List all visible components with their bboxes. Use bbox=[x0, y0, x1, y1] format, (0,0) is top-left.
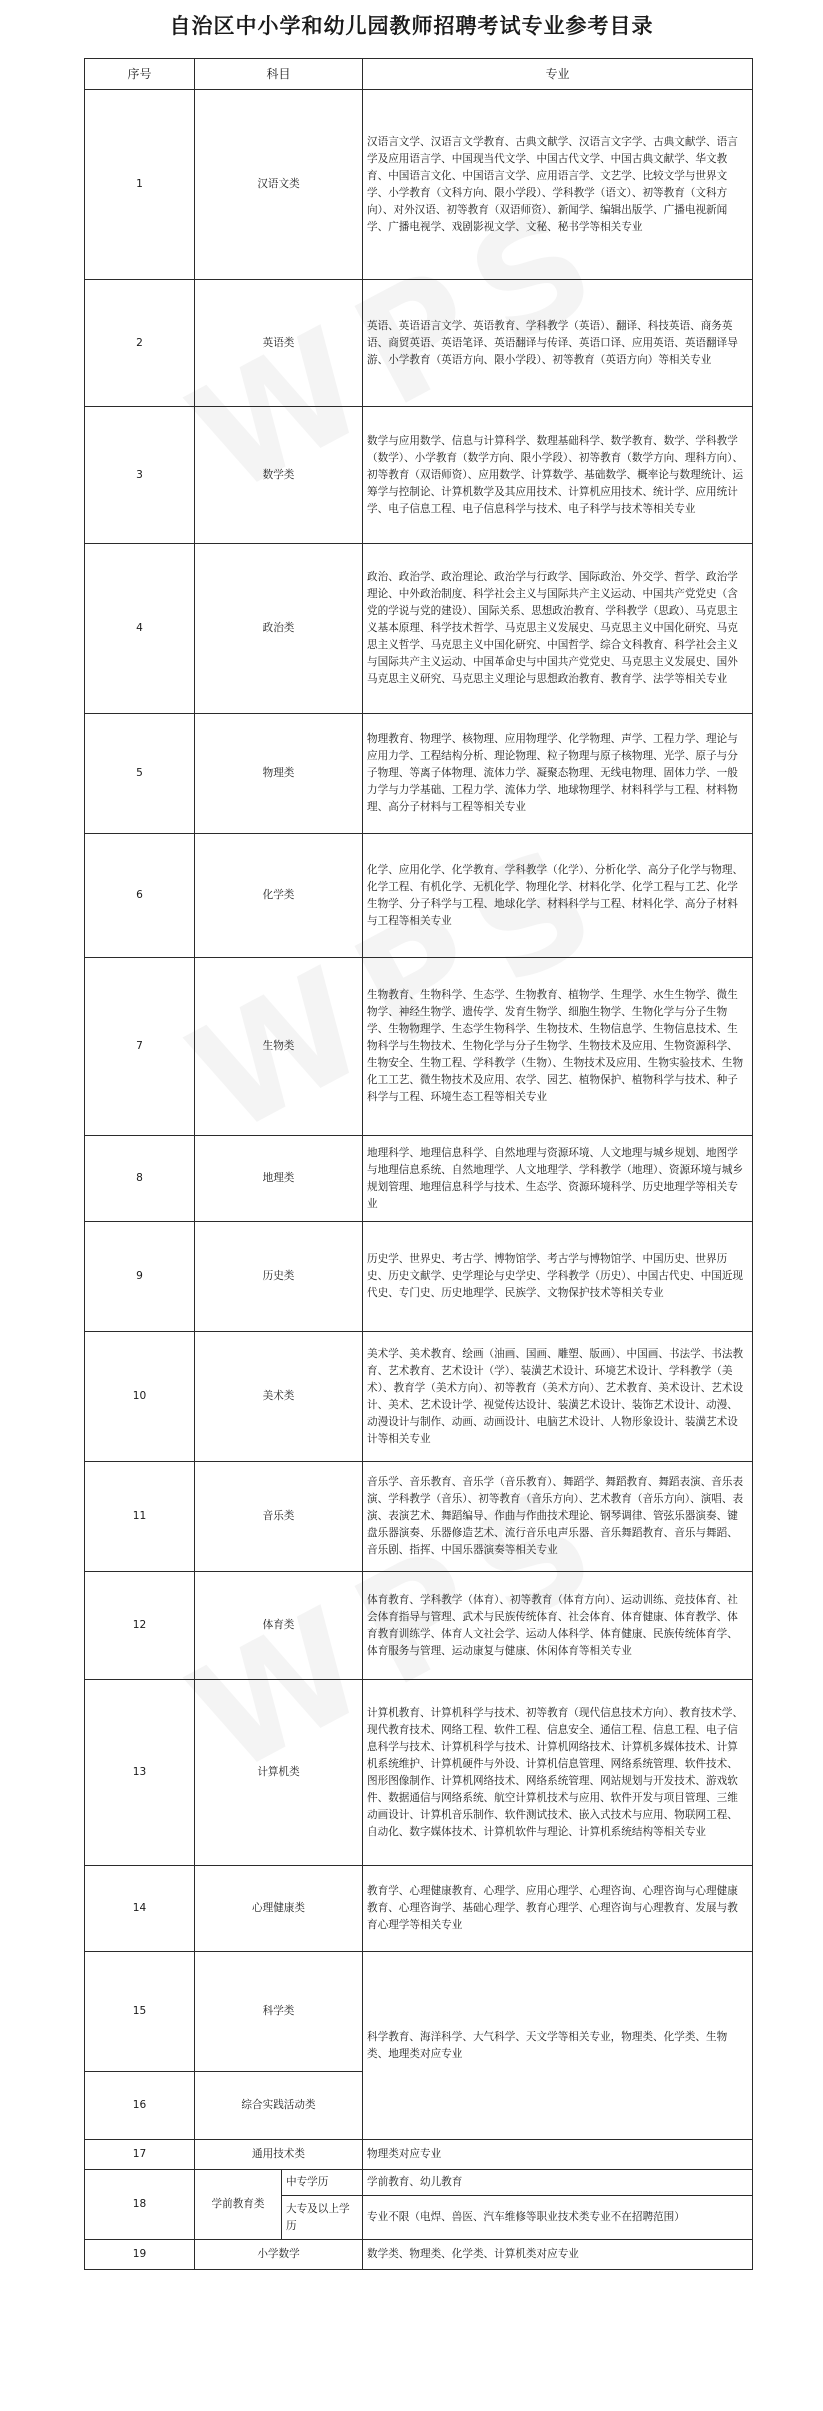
row-seq: 10 bbox=[85, 1332, 195, 1462]
row-subject: 历史类 bbox=[195, 1222, 363, 1332]
table-row bbox=[85, 280, 753, 407]
row-majors: 数学与应用数学、信息与计算科学、数理基础科学、数学教育、数学、学科教学（数学）、小学教育（数学方向、限小学段）、初等教育（数学方向、理科方向）、初等教育（双语师资）、应用数学、计算数学、基础数学、概率论与数理统计、运筹学与控制论、计算机数学及其应用技术、计算机应用技术、统计学、应用统计学、电子信息工程、电子信息科学与技术、电子科学与技术等相关专业 bbox=[363, 407, 753, 544]
header-subject: 科目 bbox=[195, 59, 363, 90]
major-catalog-table bbox=[84, 58, 753, 2270]
row-subject: 学前教育类 bbox=[195, 2170, 282, 2240]
row-majors: 教育学、心理健康教育、心理学、应用心理学、心理咨询、心理咨询与心理健康教育、心理咨询学、基础心理学、教育心理学、心理咨询与心理教育、发展与教育心理学等相关专业 bbox=[363, 1866, 753, 1952]
row-subject: 体育类 bbox=[195, 1572, 363, 1680]
table-row bbox=[85, 407, 753, 544]
row-majors: 音乐学、音乐教育、音乐学（音乐教育）、舞蹈学、舞蹈教育、舞蹈表演、音乐表演、学科教学（音乐）、初等教育（音乐方向）、艺术教育（音乐方向）、演唱、表演、表演艺术、舞蹈编导、作曲与作曲技术理论、钢琴调律、管弦乐器演奏、键盘乐器演奏、乐器修造艺术、流行音乐电声乐器、音乐舞蹈教育、音乐与舞蹈、音乐剧、指挥、中国乐器演奏等相关专业 bbox=[363, 1462, 753, 1572]
table-row bbox=[85, 1866, 753, 1952]
row-seq: 5 bbox=[85, 714, 195, 834]
row-majors: 汉语言文学、汉语言文学教育、古典文献学、汉语言文字学、古典文献学、语言学及应用语言学、中国现当代文学、中国古代文学、中国古典文献学、华文教育、中国语言文化、中国语言文学、应用语言学、文艺学、比较文学与世界文学、小学教育（文科方向、限小学段）、学科教学（语文）、初等教育（文科方向）、对外汉语、初等教育（双语师资）、新闻学、编辑出版学、广播电视新闻学、广播电视学、戏剧影视文学、文秘、秘书学等相关专业 bbox=[363, 90, 753, 280]
table-row bbox=[85, 834, 753, 958]
row-seq: 15 bbox=[85, 1952, 195, 2072]
row-seq: 7 bbox=[85, 958, 195, 1136]
header-seq: 序号 bbox=[85, 59, 195, 90]
row-subject: 计算机类 bbox=[195, 1680, 363, 1866]
row-majors: 计算机教育、计算机科学与技术、初等教育（现代信息技术方向）、教育技术学、现代教育技术、网络工程、软件工程、信息安全、通信工程、信息工程、电子信息科学与技术、计算机科学与技术、计算机网络技术、计算机多媒体技术、计算机系统维护、计算机硬件与外设、计算机信息管理、网络系统管理、软件技术、图形图像制作、计算机网络技术、网络系统管理、网站规划与开发技术、游戏软件、数据通信与网络系统、航空计算机技术与应用、软件开发与项目管理、三维动画设计、计算机音乐制作、软件测试技术、嵌入式技术与应用、物联网工程、自动化、数字媒体技术、计算机软件与理论、计算机系统结构等相关专业 bbox=[363, 1680, 753, 1866]
row-majors: 历史学、世界史、考古学、博物馆学、考古学与博物馆学、中国历史、世界历史、历史文献学、史学理论与史学史、学科教学（历史）、中国古代史、中国近现代史、专门史、历史地理学、民族学、文物保护技术等相关专业 bbox=[363, 1222, 753, 1332]
row-subject: 科学类 bbox=[195, 1952, 363, 2072]
row-subject: 汉语文类 bbox=[195, 90, 363, 280]
row-majors: 生物教育、生物科学、生态学、生物教育、植物学、生理学、水生生物学、微生物学、神经生物学、遗传学、发育生物学、细胞生物学、生物化学与分子生物学、生物物理学、生态学生物科学、生物技术、生物信息学、生物信息技术、生物科学与生物技术、生物化学与分子生物学、生物技术及应用、生物资源科学、生物安全、生物工程、学科教学（生物）、生物技术及应用、生物实验技术、生物化工工艺、微生物技术及应用、农学、园艺、植物保护、植物科学与技术、种子科学与工程、环境生态工程等相关专业 bbox=[363, 958, 753, 1136]
table-row bbox=[85, 2240, 753, 2270]
row-seq: 2 bbox=[85, 280, 195, 407]
row-subject: 心理健康类 bbox=[195, 1866, 363, 1952]
row-majors: 物理教育、物理学、核物理、应用物理学、化学物理、声学、工程力学、理论与应用力学、工程结构分析、理论物理、粒子物理与原子核物理、光学、原子与分子物理、等离子体物理、流体力学、凝聚态物理、无线电物理、固体力学、一般力学与力学基础、工程力学、流体力学、地球物理学、材料科学与工程、材料物理、高分子材料与工程等相关专业 bbox=[363, 714, 753, 834]
row-subject: 通用技术类 bbox=[195, 2140, 363, 2170]
row-seq: 11 bbox=[85, 1462, 195, 1572]
row-seq: 17 bbox=[85, 2140, 195, 2170]
table-row bbox=[85, 1462, 753, 1572]
table-row bbox=[85, 2140, 753, 2170]
row-majors: 数学类、物理类、化学类、计算机类对应专业 bbox=[363, 2240, 753, 2270]
row-seq: 8 bbox=[85, 1136, 195, 1222]
row-subject: 数学类 bbox=[195, 407, 363, 544]
education-level-majors: 专业不限（电焊、兽医、汽车维修等职业技术类专业不在招聘范围） bbox=[363, 2196, 753, 2240]
table-row bbox=[85, 544, 753, 714]
row-majors: 地理科学、地理信息科学、自然地理与资源环境、人文地理与城乡规划、地图学与地理信息系统、自然地理学、人文地理学、学科教学（地理）、资源环境与城乡规划管理、地理信息科学与技术、生态学、资源环境科学、历史地理学等相关专业 bbox=[363, 1136, 753, 1222]
header-major: 专业 bbox=[363, 59, 753, 90]
table-header-row bbox=[85, 59, 753, 90]
row-subject: 综合实践活动类 bbox=[195, 2072, 363, 2140]
row-subject: 小学数学 bbox=[195, 2240, 363, 2270]
row-subject: 美术类 bbox=[195, 1332, 363, 1462]
row-majors: 科学教育、海洋科学、大气科学、天文学等相关专业，物理类、化学类、生物类、地理类对应专业 bbox=[363, 1952, 753, 2140]
table-row bbox=[85, 1952, 753, 2072]
table-row bbox=[85, 90, 753, 280]
row-majors: 政治、政治学、政治理论、政治学与行政学、国际政治、外交学、哲学、政治学理论、中外政治制度、科学社会主义与国际共产主义运动、中国共产党党史（含党的学说与党的建设）、国际关系、思想政治教育、学科教学（思政）、马克思主义基本原理、科学技术哲学、马克思主义发展史、马克思主义中国化研究、马克思主义哲学、马克思主义中国化研究、中国哲学、综合文科教育、科学社会主义与国际共产主义运动、中国革命史与中国共产党党史、马克思主义发展史、国外马克思主义研究、马克思主义理论与思想政治教育、教育学、法学等相关专业 bbox=[363, 544, 753, 714]
table-row bbox=[85, 714, 753, 834]
row-majors: 体育教育、学科教学（体育）、初等教育（体育方向）、运动训练、竞技体育、社会体育指导与管理、武术与民族传统体育、社会体育、体育健康、体育教学、体育教育训练学、体育人文社会学、运动人体科学、体育健康、民族传统体育学、体育服务与管理、运动康复与健康、休闲体育等相关专业 bbox=[363, 1572, 753, 1680]
table-row bbox=[85, 1332, 753, 1462]
row-seq: 13 bbox=[85, 1680, 195, 1866]
row-seq: 12 bbox=[85, 1572, 195, 1680]
education-level-label: 大专及以上学历 bbox=[282, 2196, 363, 2240]
row-subject: 物理类 bbox=[195, 714, 363, 834]
table-row bbox=[85, 958, 753, 1136]
row-seq: 6 bbox=[85, 834, 195, 958]
table-row bbox=[85, 1572, 753, 1680]
row-seq: 4 bbox=[85, 544, 195, 714]
table-row bbox=[85, 1680, 753, 1866]
row-subject: 英语类 bbox=[195, 280, 363, 407]
row-seq: 16 bbox=[85, 2072, 195, 2140]
row-seq: 14 bbox=[85, 1866, 195, 1952]
page-title: 自治区中小学和幼儿园教师招聘考试专业参考目录 bbox=[169, 14, 654, 38]
education-level-label: 中专学历 bbox=[282, 2170, 363, 2196]
row-seq: 9 bbox=[85, 1222, 195, 1332]
row-subject: 政治类 bbox=[195, 544, 363, 714]
table-row bbox=[85, 2170, 753, 2196]
row-subject: 地理类 bbox=[195, 1136, 363, 1222]
row-majors: 化学、应用化学、化学教育、学科教学（化学）、分析化学、高分子化学与物理、化学工程、有机化学、无机化学、物理化学、材料化学、化学工程与工艺、化学生物学、分子科学与工程、地球化学、材料科学与工程、材料化学、高分子材料与工程等相关专业 bbox=[363, 834, 753, 958]
row-seq: 3 bbox=[85, 407, 195, 544]
row-majors: 美术学、美术教育、绘画（油画、国画、雕塑、版画）、中国画、书法学、书法教育、艺术教育、艺术设计（学）、装潢艺术设计、环境艺术设计、学科教学（美术）、教育学（美术方向）、初等教育（美术方向）、艺术教育、美术设计、艺术设计、美术、艺术设计学、视觉传达设计、装潢艺术设计、装饰艺术设计、动漫、动漫设计与制作、动画、动画设计、电脑艺术设计、人物形象设计、装潢艺术设计等相关专业 bbox=[363, 1332, 753, 1462]
row-seq: 1 bbox=[85, 90, 195, 280]
table-row bbox=[85, 1136, 753, 1222]
education-level-majors: 学前教育、幼儿教育 bbox=[363, 2170, 753, 2196]
row-seq: 19 bbox=[85, 2240, 195, 2270]
row-majors: 英语、英语语言文学、英语教育、学科教学（英语）、翻译、科技英语、商务英语、商贸英语、英语笔译、英语翻译与传译、英语口译、应用英语、英语翻译导游、小学教育（英语方向、限小学段）、初等教育（英语方向）等相关专业 bbox=[363, 280, 753, 407]
row-subject: 化学类 bbox=[195, 834, 363, 958]
table-row bbox=[85, 1222, 753, 1332]
row-subject: 生物类 bbox=[195, 958, 363, 1136]
row-majors: 物理类对应专业 bbox=[363, 2140, 753, 2170]
row-subject: 音乐类 bbox=[195, 1462, 363, 1572]
row-seq: 18 bbox=[85, 2170, 195, 2240]
